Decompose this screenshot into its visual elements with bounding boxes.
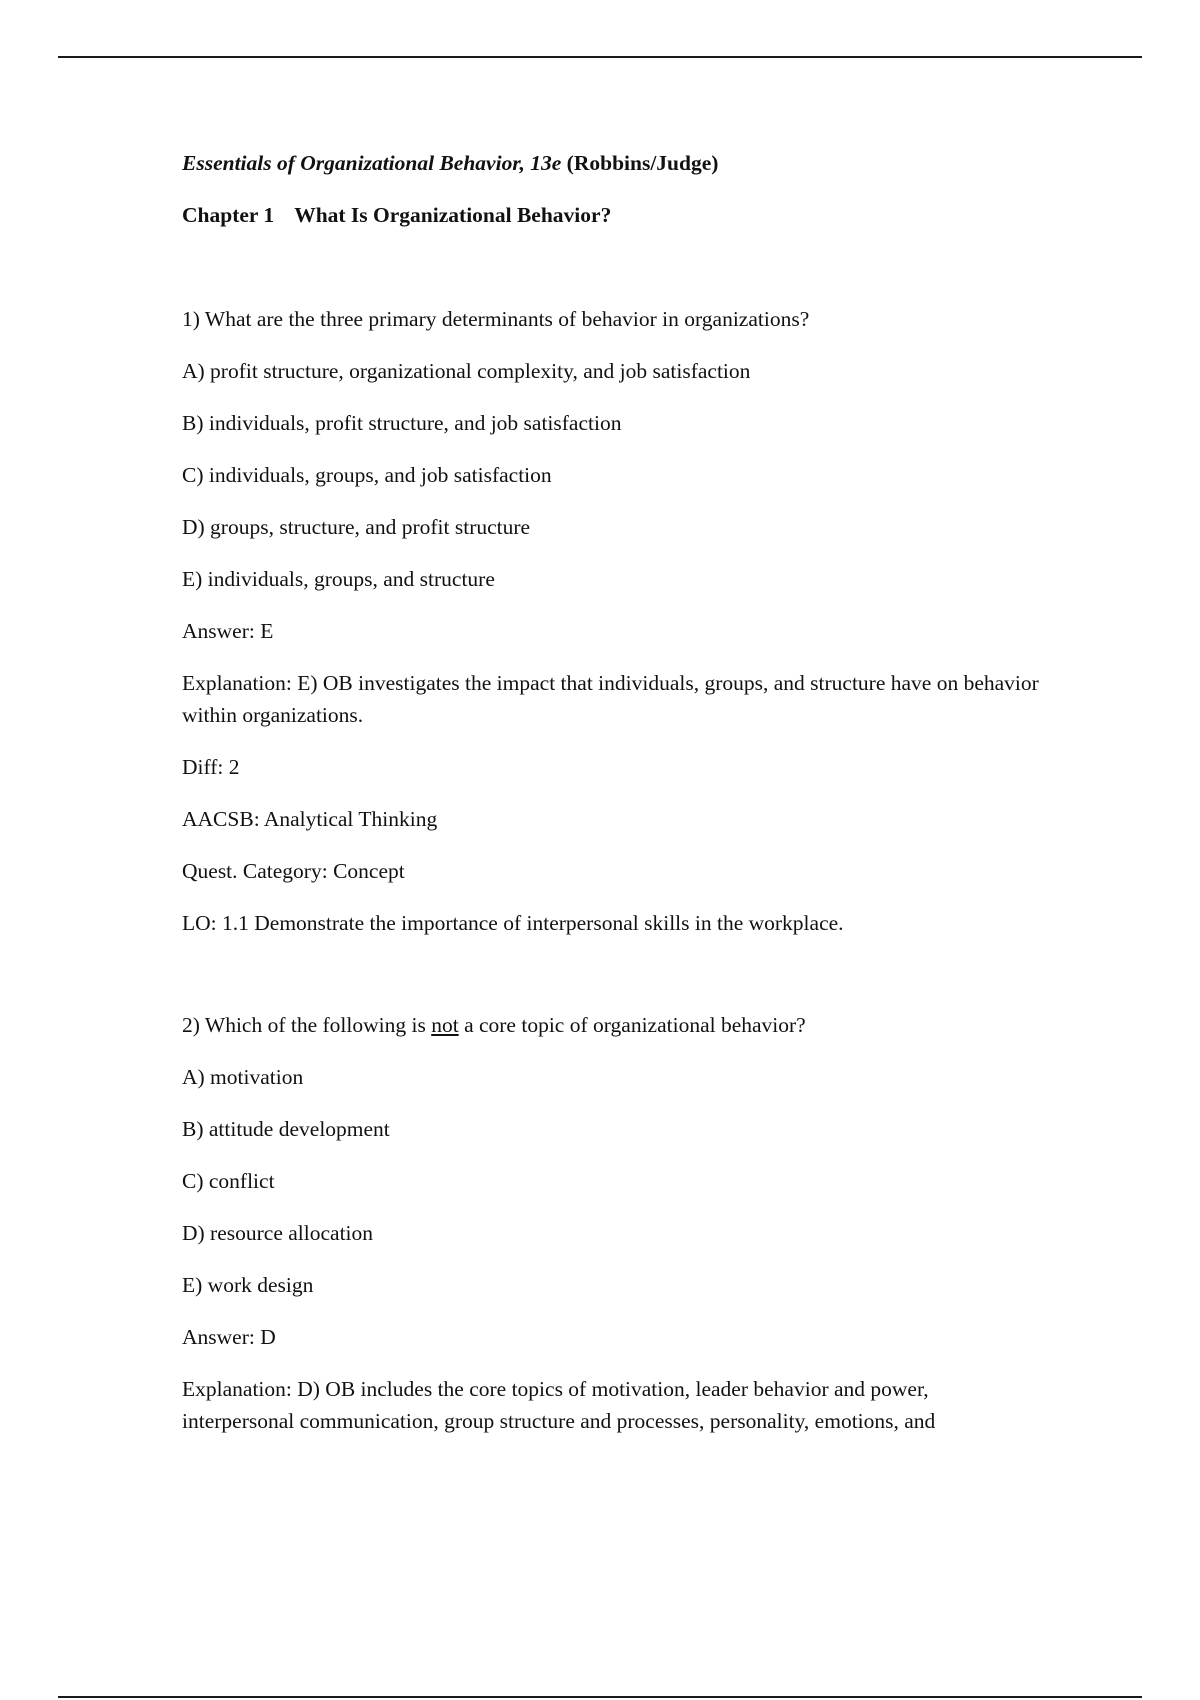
question-1-difficulty: Diff: 2 xyxy=(182,755,240,779)
question-1-option-b: B) individuals, profit structure, and job satisfaction xyxy=(182,411,622,435)
chapter-number: Chapter 1 xyxy=(182,203,275,227)
question-2-explanation: Explanation: D) OB includes the core topics of motivation, leader behavior and power, interpersonal communication, group structure and processes, personality, emotions, and xyxy=(182,1377,936,1433)
question-2-option-c: C) conflict xyxy=(182,1169,275,1193)
question-1 xyxy=(182,303,1042,939)
question-2-text-prefix: 2) Which of the following is xyxy=(182,1013,432,1037)
top-rule xyxy=(58,56,1142,58)
question-spacer xyxy=(182,959,1042,1009)
question-2-answer: Answer: D xyxy=(182,1325,276,1349)
question-1-option-d: D) groups, structure, and profit structure xyxy=(182,515,531,539)
question-2-option-b: B) attitude development xyxy=(182,1117,390,1141)
question-2-text xyxy=(182,1009,1042,1041)
chapter-heading xyxy=(182,199,1042,231)
question-1-explanation: Explanation: E) OB investigates the impact that individuals, groups, and structure have on behavior within organizations. xyxy=(182,671,1039,727)
question-1-learning-objective: LO: 1.1 Demonstrate the importance of interpersonal skills in the workplace. xyxy=(182,911,844,935)
question-1-option-e: E) individuals, groups, and structure xyxy=(182,567,495,591)
question-2-text-suffix: a core topic of organizational behavior? xyxy=(458,1013,806,1037)
question-2 xyxy=(182,1009,1042,1437)
book-title-line xyxy=(182,147,1042,179)
question-2-option-e: E) work design xyxy=(182,1273,314,1297)
question-1-aacsb: AACSB: Analytical Thinking xyxy=(182,807,438,831)
document-content xyxy=(182,147,1042,1457)
question-2-option-a: A) motivation xyxy=(182,1065,304,1089)
question-1-option-c: C) individuals, groups, and job satisfaction xyxy=(182,463,552,487)
question-1-answer: Answer: E xyxy=(182,619,274,643)
book-authors: (Robbins/Judge) xyxy=(566,151,719,175)
book-title: Essentials of Organizational Behavior, 13e xyxy=(182,151,562,175)
bottom-rule xyxy=(58,1696,1142,1698)
question-1-option-a: A) profit structure, organizational complexity, and job satisfaction xyxy=(182,359,751,383)
chapter-title: What Is Organizational Behavior? xyxy=(294,203,612,227)
question-2-text-emphasis: not xyxy=(431,1013,459,1037)
question-1-category: Quest. Category: Concept xyxy=(182,859,405,883)
question-2-option-d: D) resource allocation xyxy=(182,1221,374,1245)
question-1-text: 1) What are the three primary determinants of behavior in organizations? xyxy=(182,307,810,331)
